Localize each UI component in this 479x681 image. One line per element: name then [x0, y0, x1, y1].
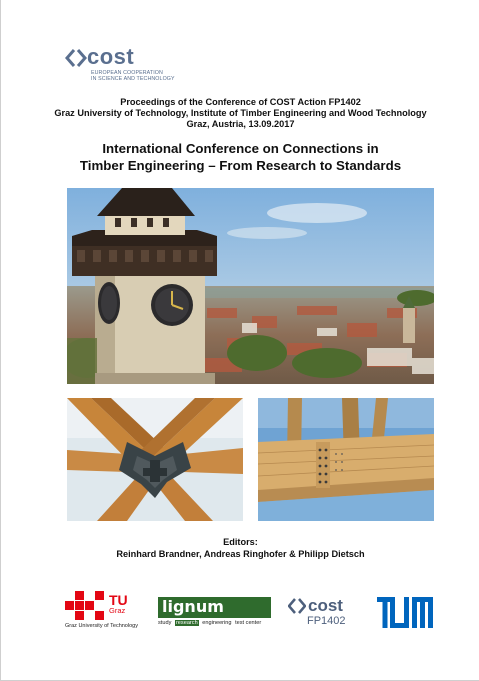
- proceedings-line-2: Graz University of Technology, Institute of Timber Engineering and Wood Technology: [54, 108, 427, 118]
- clock-tower-photo: [67, 188, 434, 384]
- tu-graz-squares-icon: [65, 591, 107, 623]
- tu-graz-tu: TU: [109, 592, 128, 608]
- cost-fp1402-logo: [288, 597, 358, 631]
- tu-graz-logo: [65, 589, 145, 631]
- cost-fp1402-action: FP1402: [307, 615, 346, 627]
- lignum-sub-research: research: [175, 620, 198, 626]
- lignum-sub-study: study: [158, 620, 172, 626]
- timber-connection-photo-right: [258, 398, 434, 521]
- cost-chevron-icon: [65, 48, 87, 68]
- lignum-box: [158, 597, 271, 618]
- tu-graz-subtitle: Graz University of Technology: [65, 623, 138, 629]
- title-line-1: International Conference on Connections in: [102, 141, 379, 156]
- tum-logo: [377, 597, 433, 628]
- timber-connection-photo-left: [67, 398, 243, 521]
- cost-chevron-icon-small: [288, 598, 306, 614]
- proceedings-line-1: Proceedings of the Conference of COST Action FP1402: [120, 97, 361, 107]
- editors-names: Reinhard Brandner, Andreas Ringhofer & Philipp Dietsch: [116, 549, 365, 559]
- cost-tagline-2: IN SCIENCE AND TECHNOLOGY: [91, 76, 175, 82]
- cost-fp1402-word: cost: [308, 596, 343, 615]
- proceedings-line-3: Graz, Austria, 13.09.2017: [186, 119, 295, 129]
- lignum-word: lignum: [162, 597, 224, 616]
- lignum-sub-engineering: engineering: [202, 620, 232, 626]
- cost-logo-word: cost: [87, 44, 135, 69]
- cost-logo: [89, 46, 209, 82]
- cost-tagline-1: EUROPEAN COOPERATION: [91, 70, 163, 76]
- lignum-logo: [158, 597, 271, 631]
- tu-graz-graz: Graz: [109, 606, 126, 615]
- lignum-subline: [158, 620, 271, 626]
- title-line-2: Timber Engineering – From Research to Standards: [79, 158, 402, 173]
- editors-heading: Editors:: [223, 537, 258, 547]
- lignum-sub-test-center: test center: [235, 620, 262, 626]
